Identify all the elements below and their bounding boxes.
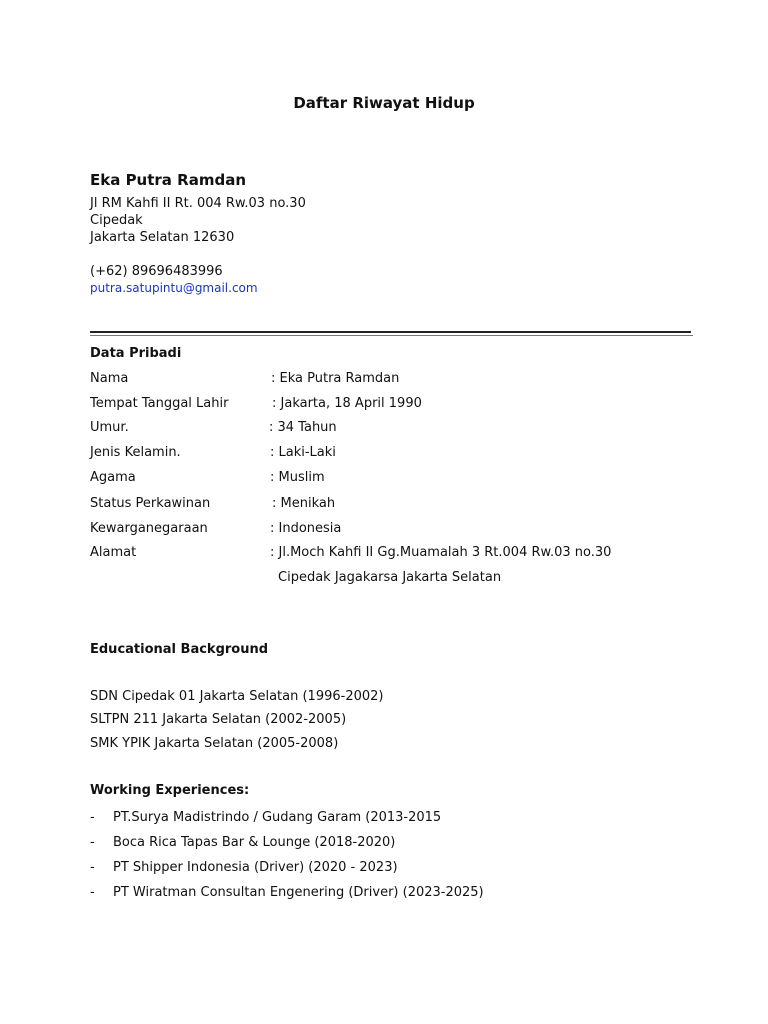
label-marital: Status Perkawinan <box>90 496 211 511</box>
divider-line <box>90 331 691 333</box>
applicant-name: Eka Putra Ramdan <box>90 171 246 189</box>
bullet-dash: - <box>90 885 95 900</box>
value-age: : 34 Tahun <box>269 420 337 435</box>
address-line-1: Jl RM Kahfi II Rt. 004 Rw.03 no.30 <box>90 196 306 211</box>
label-nationality: Kewarganegaraan <box>90 521 208 536</box>
document-title: Daftar Riwayat Hidup <box>293 94 475 112</box>
value-nationality: : Indonesia <box>270 521 342 536</box>
value-religion: : Muslim <box>270 470 325 485</box>
bullet-dash: - <box>90 835 95 850</box>
email-link[interactable]: putra.satupintu@gmail.com <box>90 281 258 295</box>
divider-line-secondary <box>90 335 693 336</box>
education-item: SDN Cipedak 01 Jakarta Selatan (1996-2002) <box>90 689 384 704</box>
bullet-dash: - <box>90 860 95 875</box>
work-heading: Working Experiences: <box>90 783 250 798</box>
education-heading: Educational Background <box>90 642 269 657</box>
value-address: : Jl.Moch Kahfi II Gg.Muamalah 3 Rt.004 Rw.03 no.30 <box>270 545 612 560</box>
phone-number: (+62) 89696483996 <box>90 264 223 279</box>
value-address-continuation: Cipedak Jagakarsa Jakarta Selatan <box>278 570 502 585</box>
label-nama: Nama <box>90 371 129 386</box>
value-birth: : Jakarta, 18 April 1990 <box>272 396 422 411</box>
address-line-2: Cipedak <box>90 213 143 228</box>
value-nama: : Eka Putra Ramdan <box>271 371 400 386</box>
label-age: Umur. <box>90 420 129 435</box>
value-marital: : Menikah <box>272 496 336 511</box>
work-item: PT Wiratman Consultan Engenering (Driver) (2023-2025) <box>113 885 484 900</box>
label-religion: Agama <box>90 470 136 485</box>
work-item: Boca Rica Tapas Bar & Lounge (2018-2020) <box>113 835 396 850</box>
value-gender: : Laki-Laki <box>270 445 336 460</box>
bullet-dash: - <box>90 810 95 825</box>
education-item: SMK YPIK Jakarta Selatan (2005-2008) <box>90 736 339 751</box>
work-item: PT.Surya Madistrindo / Gudang Garam (2013-2015 <box>113 810 442 825</box>
label-birth: Tempat Tanggal Lahir <box>90 396 229 411</box>
label-gender: Jenis Kelamin. <box>90 445 181 460</box>
education-item: SLTPN 211 Jakarta Selatan (2002-2005) <box>90 712 347 727</box>
label-address: Alamat <box>90 545 137 560</box>
address-line-3: Jakarta Selatan 12630 <box>90 230 235 245</box>
personal-data-heading: Data Pribadi <box>90 346 182 361</box>
work-item: PT Shipper Indonesia (Driver) (2020 - 2023) <box>113 860 398 875</box>
